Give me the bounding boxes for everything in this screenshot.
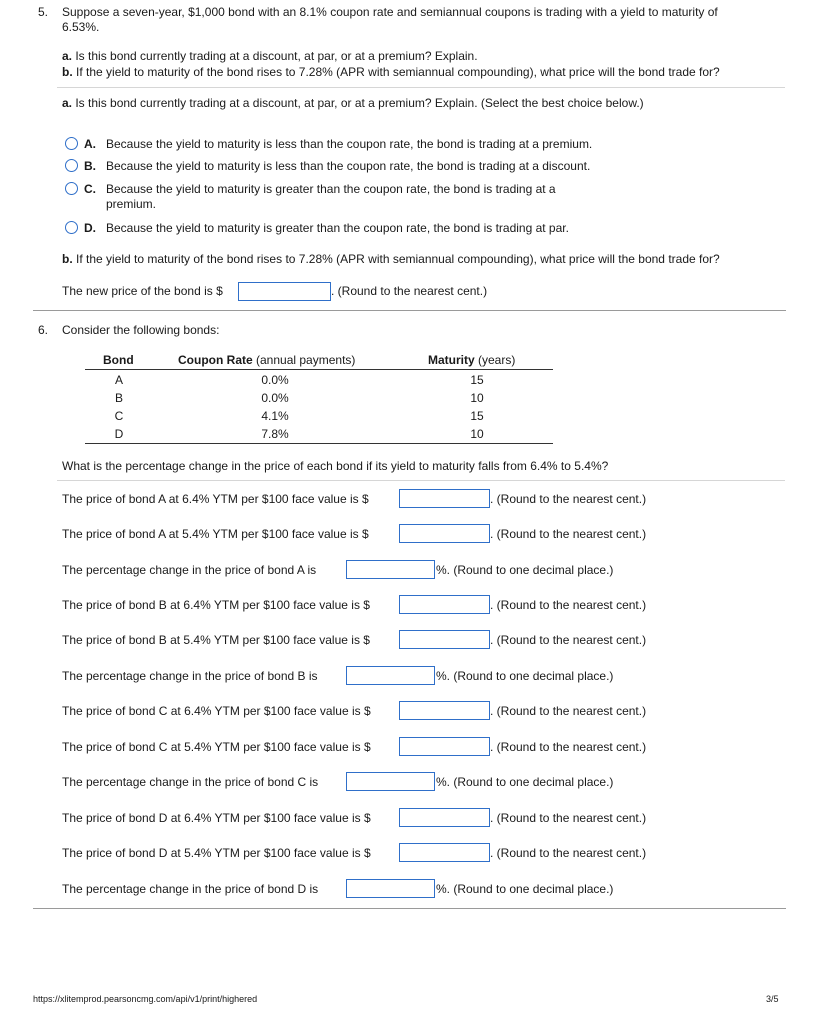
table-cell-coupon: 7.8% [261, 427, 289, 441]
divider [57, 480, 785, 481]
answer-label: The price of bond B at 6.4% YTM per $100 face value is $ [62, 598, 370, 612]
pct-change-b-input[interactable] [346, 666, 435, 685]
answer-label: The price of bond C at 6.4% YTM per $100 face value is $ [62, 704, 371, 718]
answer-hint: . (Round to the nearest cent.) [490, 492, 647, 506]
choice-b-radio[interactable] [65, 159, 78, 172]
answer-hint: . (Round to the nearest cent.) [490, 704, 647, 718]
answer-hint: . (Round to the nearest cent.) [490, 527, 647, 541]
pct-change-d-input[interactable] [346, 879, 435, 898]
choice-d-text: Because the yield to maturity is greater than the coupon rate, the bond is trading at par. [106, 221, 569, 235]
price-c-64-input[interactable] [399, 701, 490, 720]
choice-c-text-continued: premium. [106, 197, 157, 211]
choice-d-radio[interactable] [65, 221, 78, 234]
q5-part-a [62, 49, 478, 63]
q5-number: 5. [38, 5, 49, 19]
q5-intro-line1: Suppose a seven-year, $1,000 bond with an 8.1% coupon rate and semiannual coupons is trading with a yield to maturity of [62, 5, 718, 19]
table-header-bond: Bond [103, 353, 134, 367]
q5-part-b-prefix: b. [62, 65, 73, 79]
price-b-64-input[interactable] [399, 595, 490, 614]
answer-hint: . (Round to the nearest cent.) [490, 598, 647, 612]
answer-hint: %. (Round to one decimal place.) [436, 563, 614, 577]
choice-c[interactable] [84, 182, 96, 196]
answer-hint: . (Round to the nearest cent.) [490, 811, 647, 825]
new-price-hint: . (Round to the nearest cent.) [331, 284, 488, 298]
q5-sub-b-question [62, 252, 720, 266]
q5-sub-a-question [62, 96, 644, 110]
table-bottom-rule [85, 443, 553, 444]
table-header-rule [85, 369, 553, 370]
table-header-maturity [428, 353, 515, 367]
table-cell-coupon: 0.0% [261, 373, 289, 387]
divider [57, 87, 785, 88]
table-cell-bond: C [114, 409, 124, 423]
q6-number: 6. [38, 323, 49, 337]
pct-change-c-input[interactable] [346, 772, 435, 791]
table-header-coupon-title: Coupon Rate [178, 353, 253, 367]
q6-intro: Consider the following bonds: [62, 323, 220, 337]
choice-c-text: Because the yield to maturity is greater than the coupon rate, the bond is trading at a [106, 182, 556, 196]
answer-hint: . (Round to the nearest cent.) [490, 846, 647, 860]
price-a-64-input[interactable] [399, 489, 490, 508]
q6-question: What is the percentage change in the price of each bond if its yield to maturity falls from 6.4% to 5.4%? [62, 459, 609, 473]
choice-b[interactable] [84, 159, 96, 173]
answer-label: The price of bond C at 5.4% YTM per $100 face value is $ [62, 740, 371, 754]
price-a-54-input[interactable] [399, 524, 490, 543]
table-cell-maturity: 15 [470, 373, 484, 387]
new-price-input[interactable] [238, 282, 331, 301]
q5-sub-a-prefix: a. [62, 96, 73, 110]
pct-change-a-input[interactable] [346, 560, 435, 579]
table-cell-maturity: 10 [470, 391, 484, 405]
answer-hint: %. (Round to one decimal place.) [436, 775, 614, 789]
answer-label: The percentage change in the price of bond C is [62, 775, 319, 789]
q5-part-a-text: Is this bond currently trading at a discount, at par, or at a premium? Explain. [72, 49, 478, 63]
footer-url: https://xlitemprod.pearsoncmg.com/api/v1/print/highered [33, 994, 258, 1004]
choice-c-letter: C. [84, 182, 96, 196]
table-cell-bond: D [114, 427, 124, 441]
answer-hint: %. (Round to one decimal place.) [436, 669, 614, 683]
choice-a-text: Because the yield to maturity is less than the coupon rate, the bond is trading at a premium. [106, 137, 593, 151]
table-header-maturity-sub: (years) [474, 353, 516, 367]
price-c-54-input[interactable] [399, 737, 490, 756]
section-divider [33, 310, 786, 311]
price-d-54-input[interactable] [399, 843, 490, 862]
answer-label: The percentage change in the price of bond B is [62, 669, 318, 683]
table-cell-bond: B [114, 391, 123, 405]
choice-b-letter: B. [84, 159, 96, 173]
price-b-54-input[interactable] [399, 630, 490, 649]
choice-d-letter: D. [84, 221, 96, 235]
answer-hint: . (Round to the nearest cent.) [490, 740, 647, 754]
table-header-maturity-title: Maturity [428, 353, 475, 367]
table-cell-bond: A [114, 373, 123, 387]
table-cell-coupon: 4.1% [261, 409, 289, 423]
answer-label: The price of bond A at 6.4% YTM per $100 face value is $ [62, 492, 369, 506]
q5-sub-b-prefix: b. [62, 252, 73, 266]
table-cell-maturity: 15 [470, 409, 484, 423]
q5-sub-a-text: Is this bond currently trading at a discount, at par, or at a premium? Explain. (Select the best choice below.) [72, 96, 644, 110]
q5-part-b-text: If the yield to maturity of the bond rises to 7.28% (APR with semiannual compounding), what price will the bond trade for? [72, 65, 720, 79]
table-cell-maturity: 10 [470, 427, 484, 441]
q5-intro-line2: 6.53%. [62, 20, 100, 34]
answer-label: The price of bond D at 5.4% YTM per $100 face value is $ [62, 846, 371, 860]
q5-sub-b-text: If the yield to maturity of the bond rises to 7.28% (APR with semiannual compounding), what price will the bond trade for? [72, 252, 720, 266]
answer-label: The price of bond A at 5.4% YTM per $100 face value is $ [62, 527, 369, 541]
table-cell-coupon: 0.0% [261, 391, 289, 405]
choice-a[interactable] [84, 137, 96, 151]
q5-part-a-prefix: a. [62, 49, 73, 63]
q5-part-b [62, 65, 720, 79]
answer-hint: %. (Round to one decimal place.) [436, 882, 614, 896]
answer-hint: . (Round to the nearest cent.) [490, 633, 647, 647]
choice-d[interactable] [84, 221, 96, 235]
section-divider [33, 908, 786, 909]
answer-label: The percentage change in the price of bond D is [62, 882, 319, 896]
price-d-64-input[interactable] [399, 808, 490, 827]
table-header-coupon [178, 353, 355, 367]
choice-a-letter: A. [84, 137, 96, 151]
answer-label: The percentage change in the price of bond A is [62, 563, 317, 577]
choice-b-text: Because the yield to maturity is less than the coupon rate, the bond is trading at a discount. [106, 159, 591, 173]
table-header-coupon-sub: (annual payments) [252, 353, 356, 367]
answer-label: The price of bond D at 6.4% YTM per $100 face value is $ [62, 811, 371, 825]
new-price-label: The new price of the bond is $ [62, 284, 223, 298]
choice-c-radio[interactable] [65, 182, 78, 195]
answer-label: The price of bond B at 5.4% YTM per $100 face value is $ [62, 633, 370, 647]
footer-page-number: 3/5 [766, 994, 779, 1004]
choice-a-radio[interactable] [65, 137, 78, 150]
